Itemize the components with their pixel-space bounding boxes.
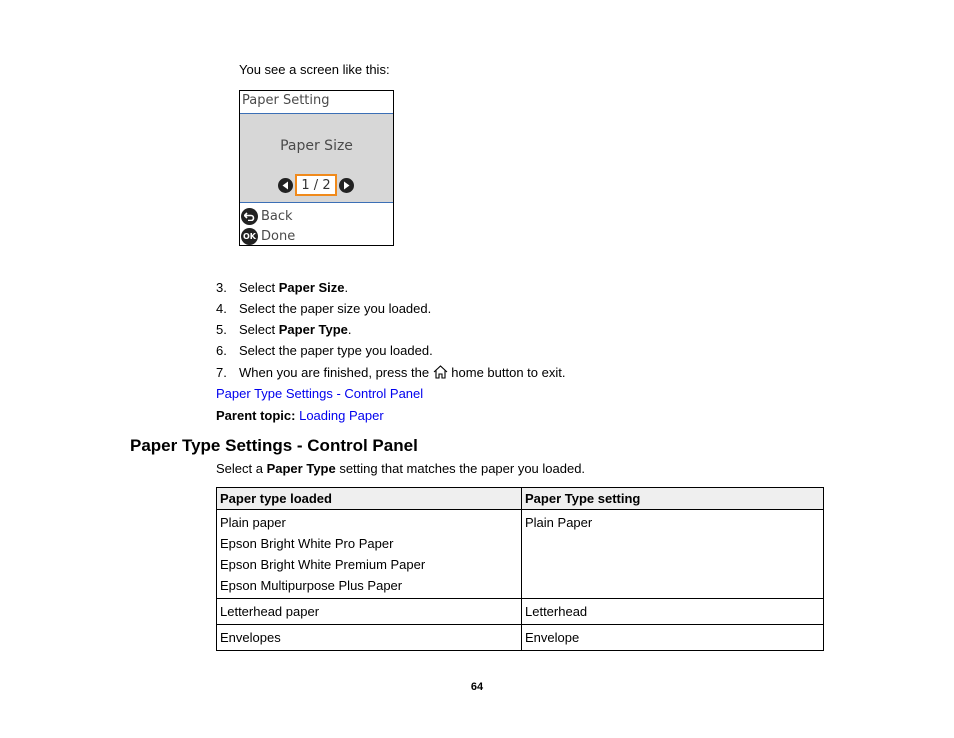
parent-topic <box>216 408 384 423</box>
lcd-back-row <box>241 206 393 226</box>
page-number: 64 <box>470 681 484 693</box>
ok-icon: OK <box>241 228 258 245</box>
step-text: When you are finished, press the home button to exit. <box>239 365 566 380</box>
lcd-header: Paper Setting <box>240 91 393 114</box>
related-link-paper-type-settings[interactable]: Paper Type Settings - Control Panel <box>216 386 424 401</box>
parent-topic-label: Parent topic: <box>216 408 296 423</box>
lcd-page-indicator: 1 / 2 <box>295 174 337 196</box>
step-text: Select Paper Size. <box>239 280 349 295</box>
step-number: 4. <box>216 301 227 316</box>
lcd-back-label: Back <box>261 208 293 224</box>
table-header-row <box>217 488 824 510</box>
table-cell: Plain Paper <box>522 510 824 599</box>
lcd-done-row <box>241 226 393 246</box>
lcd-item-label: Paper Size <box>280 138 353 154</box>
table-cell: Letterhead <box>522 599 824 625</box>
table-cell: Envelopes <box>217 625 522 651</box>
column-header: Paper type loaded <box>217 488 522 510</box>
lcd-screen-image <box>239 90 394 246</box>
table-cell: Plain paper Epson Bright White Pro Paper Epson Bright White Premium Paper Epson Multipurpose Plus Paper <box>217 510 522 599</box>
table-cell: Letterhead paper <box>217 599 522 625</box>
right-arrow-icon <box>339 178 354 193</box>
table-row <box>217 625 824 651</box>
section-intro: Select a Paper Type setting that matches the paper you loaded. <box>216 461 586 476</box>
step-number: 7. <box>216 365 227 380</box>
left-arrow-icon <box>278 178 293 193</box>
step-number: 6. <box>216 343 227 358</box>
intro-text: You see a screen like this: <box>239 62 390 77</box>
home-icon <box>433 365 448 382</box>
table-row <box>217 510 824 599</box>
step-text: Select the paper size you loaded. <box>239 301 432 316</box>
back-icon <box>241 208 258 225</box>
table-row <box>217 599 824 625</box>
step-text: Select the paper type you loaded. <box>239 343 433 358</box>
lcd-pager <box>278 172 354 198</box>
lcd-done-label: Done <box>261 228 296 244</box>
column-header: Paper Type setting <box>522 488 824 510</box>
section-heading: Paper Type Settings - Control Panel <box>130 436 418 455</box>
paper-type-table <box>216 487 824 651</box>
step-number: 5. <box>216 322 227 337</box>
step-text: Select Paper Type. <box>239 322 352 337</box>
step-number: 3. <box>216 280 227 295</box>
parent-topic-link[interactable]: Loading Paper <box>299 408 384 423</box>
table-cell: Envelope <box>522 625 824 651</box>
lcd-body <box>240 114 393 203</box>
